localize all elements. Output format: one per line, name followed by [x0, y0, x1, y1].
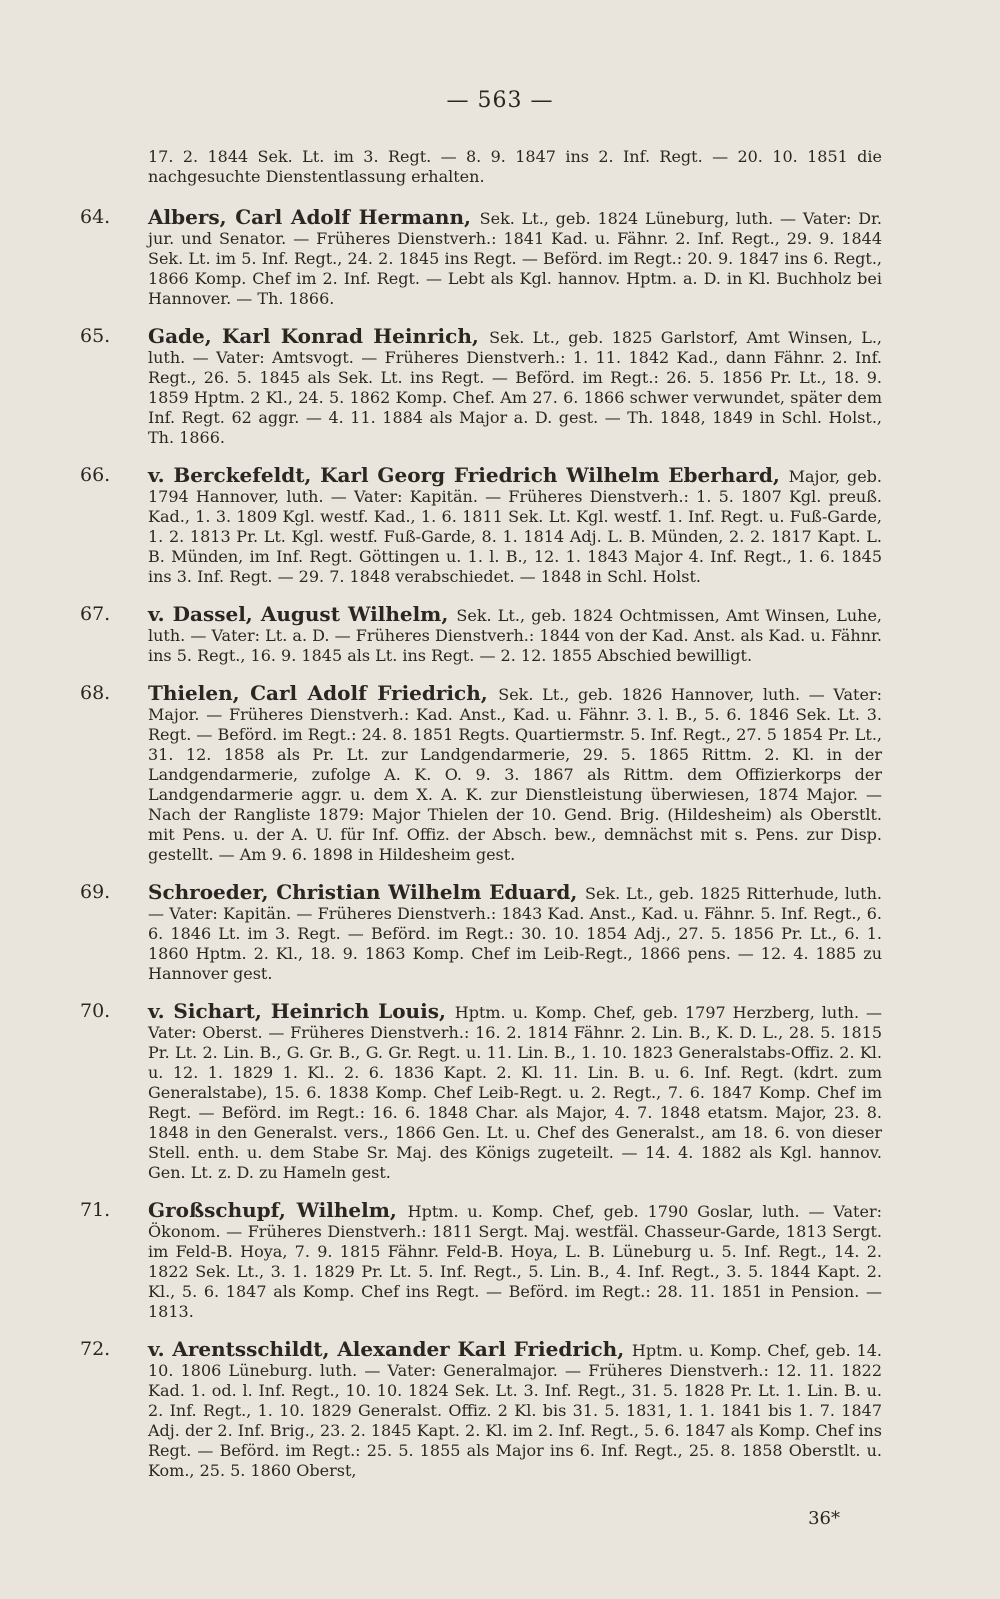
- entry-number: 71.: [80, 1199, 111, 1221]
- entry-name: v. Arentsschildt, Alexander Karl Friedrich,: [148, 1337, 632, 1361]
- page-number: — 563 —: [446, 88, 554, 113]
- entries-list: [80, 205, 883, 1481]
- entry-68: [80, 681, 882, 865]
- intro-paragraph: 17. 2. 1844 Sek. Lt. im 3. Regt. — 8. 9. 1847 ins 2. Inf. Regt. — 20. 10. 1851 die nachgesuchte Dienstentlassung erhalten.: [148, 147, 882, 186]
- entry-65: [80, 324, 882, 448]
- entry-number: 67.: [80, 603, 111, 625]
- entry-text: Sek. Lt., geb. 1824 Lüneburg, luth. — Vater: Dr. jur. und Senator. — Früheres Dienstverh.: 1841 Kad. u. Fähnr. 2. Inf. Regt., 29. 9. 1844 Sek. Lt. im 5. Inf. Regt., 24. 2. 1845 ins Regt. — Beförd. im Regt.: 20. 9. 1847 ins 6. Regt., 1866 Komp. Chef im 2. Inf. Regt. — Lebt als Kgl. hannov. Hptm. a. D. in Kl. Buchholz bei Hannover. — Th. 1866.: [148, 209, 882, 308]
- signature-mark: 36*: [808, 1508, 840, 1529]
- entry-text: Major, geb. 1794 Hannover, luth. — Vater: Kapitän. — Früheres Dienstverh.: 1. 5. 1807 Kgl. preuß. Kad., 1. 3. 1809 Kgl. westf. Kad., 1. 6. 1811 Sek. Lt. Kgl. westf. 1. Inf. Regt. u. Fuß-Garde, 1. 2. 1813 Pr. Lt. Kgl. westf. Fuß-Garde, 8. 1. 1814 Adj. L. B. Münden, 2. 2. 1817 Kapt. L. B. Münden, im Inf. Regt. Göttingen u. 1. l. B., 12. 1. 1843 Major 4. Inf. Regt., 1. 6. 1845 ins 3. Inf. Regt. — 29. 7. 1848 verabschiedet. — 1848 in Schl. Holst.: [148, 467, 882, 586]
- entry-number: 72.: [80, 1338, 111, 1360]
- entry-text: Sek. Lt., geb. 1825 Garlstorf, Amt Winsen, L., luth. — Vater: Amtsvogt. — Früheres Dienstverh.: 1. 11. 1842 Kad., dann Fähnr. 2. Inf. Regt., 26. 5. 1845 als Sek. Lt. ins Regt. — Beförd. im Regt.: 26. 5. 1856 Pr. Lt., 18. 9. 1859 Hptm. 2 Kl., 24. 5. 1862 Komp. Chef. Am 27. 6. 1866 schwer verwundet, später dem Inf. Regt. 62 aggr. — 4. 11. 1884 als Major a. D. gest. — Th. 1848, 1849 in Schl. Holst., Th. 1866.: [148, 328, 882, 447]
- entry-text: Hptm. u. Komp. Chef, geb. 14. 10. 1806 Lüneburg. luth. — Vater: Generalmajor. — Früheres Dienstverh.: 12. 11. 1822 Kad. 1. od. l. Inf. Regt., 10. 10. 1824 Sek. Lt. 3. Inf. Regt., 31. 5. 1828 Pr. Lt. 1. Lin. B. u. 2. Inf. Regt., 1. 10. 1829 Generalst. Offiz. 2 Kl. bis 31. 5. 1831, 1. 1. 1841 bis 1. 7. 1847 Adj. der 2. Inf. Brig., 23. 2. 1845 Kapt. 2. Kl. im 2. Inf. Regt., 5. 6. 1847 als Komp. Chef ins Regt. — Beförd. im Regt.: 25. 5. 1855 als Major ins 6. Inf. Regt., 25. 8. 1858 Oberstlt. u. Kom., 25. 5. 1860 Oberst,: [148, 1341, 883, 1480]
- entry-name: Gade, Karl Konrad Heinrich,: [148, 324, 490, 348]
- entry-text: Hptm. u. Komp. Chef, geb. 1797 Herzberg, luth. — Vater: Oberst. — Früheres Dienstverh.: 16. 2. 1814 Fähnr. 2. Lin. B., K. D. L., 28. 5. 1815 Pr. Lt. 2. Lin. B., G. Gr. B., G. Gr. Regt. u. 11. Lin. B., 1. 10. 1823 Generalstabs-Offiz. 2. Kl. u. 12. 1. 1829 1. Kl.. 2. 6. 1836 Kapt. 2. Kl. 11. Lin. B. u. 6. Inf. Regt. (kdrt. zum Generalstabe), 15. 6. 1838 Komp. Chef Leib-Regt. u. 2. Regt., 7. 6. 1847 Komp. Chef im Regt. — Beförd. im Regt.: 16. 6. 1848 Char. als Major, 4. 7. 1848 etatsm. Major, 23. 8. 1848 in den Generalst. vers., 1866 Gen. Lt. u. Chef des Generalst., am 18. 6. von dieser Stell. enth. u. dem Stabe Sr. Maj. des Königs zugeteilt. — 14. 4. 1882 als Kgl. hannov. Gen. Lt. z. D. zu Hameln gest.: [148, 1003, 882, 1182]
- entry-number: 65.: [80, 325, 111, 347]
- entry-text: Sek. Lt., geb. 1826 Hannover, luth. — Vater: Major. — Früheres Dienstverh.: Kad. Anst., Kad. u. Fähnr. 3. l. B., 5. 6. 1846 Sek. Lt. 3. Regt. — Beförd. im Regt.: 24. 8. 1851 Regts. Quartiermstr. 5. Inf. Regt., 27. 5 1854 Pr. Lt., 31. 12. 1858 als Pr. Lt. zur Landgendarmerie, 29. 5. 1865 Rittm. 2. Kl. in der Landgendarmerie, zufolge A. K. O. 9. 3. 1867 als Rittm. dem Offizierkorps der Landgendarmerie aggr. u. dem X. A. K. zur Dienstleistung überwiesen, 1874 Major. — Nach der Rangliste 1879: Major Thielen der 10. Gend. Brig. (Hildesheim) als Oberstlt. mit Pens. u. der A. U. für Inf. Offiz. der Absch. bew., demnächst mit s. Pens. zur Disp. gestellt. — Am 9. 6. 1898 in Hildesheim gest.: [148, 685, 882, 864]
- entry-name: Schroeder, Christian Wilhelm Eduard,: [148, 880, 585, 904]
- entry-text: Hptm. u. Komp. Chef, geb. 1790 Goslar, luth. — Vater: Ökonom. — Früheres Dienstverh.: 1811 Sergt. Maj. westfäl. Chasseur-Garde, 1813 Sergt. im Feld-B. Hoya, 7. 9. 1815 Fähnr. Feld-B. Hoya, L. B. Lüneburg u. 5. Inf. Regt., 14. 2. 1822 Sek. Lt., 3. 1. 1829 Pr. Lt. 5. Inf. Regt., 5. Lin. B., 4. Inf. Regt., 3. 5. 1844 Kapt. 2. Kl., 5. 6. 1847 als Komp. Chef ins Regt. — Beförd. im Regt.: 28. 11. 1851 in Pension. — 1813.: [148, 1202, 882, 1321]
- entry-number: 69.: [80, 881, 111, 903]
- entry-name: Großschupf, Wilhelm,: [148, 1198, 408, 1222]
- entry-number: 68.: [80, 682, 111, 704]
- entry-70: [80, 999, 882, 1183]
- entry-name: Thielen, Carl Adolf Friedrich,: [148, 681, 499, 705]
- entry-name: v. Berckefeldt, Karl Georg Friedrich Wilhelm Eberhard,: [148, 463, 789, 487]
- entry-66: [80, 463, 882, 587]
- entry-69: [80, 880, 882, 984]
- entry-name: v. Dassel, August Wilhelm,: [148, 602, 457, 626]
- entry-name: Albers, Carl Adolf Hermann,: [148, 205, 480, 229]
- entry-67: [80, 602, 883, 666]
- entry-71: [80, 1198, 882, 1322]
- entry-number: 64.: [80, 206, 111, 228]
- entry-72: [80, 1337, 883, 1481]
- entry-64: [80, 205, 882, 309]
- entry-number: 70.: [80, 1000, 111, 1022]
- entry-name: v. Sichart, Heinrich Louis,: [148, 999, 455, 1023]
- entry-number: 66.: [80, 464, 111, 486]
- entry-text: Sek. Lt., geb. 1825 Ritterhude, luth. — Vater: Kapitän. — Früheres Dienstverh.: 1843 Kad. Anst., Kad. u. Fähnr. 5. Inf. Regt., 6. 6. 1846 Lt. im 3. Regt. — Beförd. im Regt.: 30. 10. 1854 Adj., 27. 5. 1856 Pr. Lt., 6. 1. 1860 Hptm. 2. Kl., 18. 9. 1863 Komp. Chef im Leib-Regt., 1866 pens. — 12. 4. 1885 zu Hannover gest.: [148, 884, 882, 983]
- entry-text: Sek. Lt., geb. 1824 Ochtmissen, Amt Winsen, Luhe, luth. — Vater: Lt. a. D. — Früheres Dienstverh.: 1844 von der Kad. Anst. als Kad. u. Fähnr. ins 5. Regt., 16. 9. 1845 als Lt. ins Regt. — 2. 12. 1855 Abschied bewilligt.: [148, 606, 883, 665]
